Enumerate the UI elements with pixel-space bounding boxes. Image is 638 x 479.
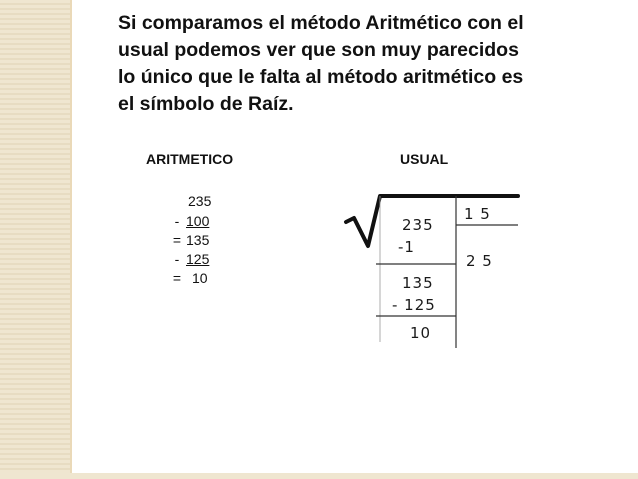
arithmetic-row (168, 231, 228, 250)
radicand: 235 (402, 216, 434, 234)
title-line: el símbolo de Raíz. (118, 93, 294, 115)
arithmetic-value: 135 (186, 232, 210, 248)
operator: - (174, 213, 180, 229)
title-line: Si comparamos el método Aritmético con el (118, 12, 524, 34)
title-line: usual podemos ver que son muy parecidos (118, 39, 519, 61)
arithmetic-row (168, 250, 228, 269)
decorative-side-strip (0, 0, 72, 479)
root-digits: 1 5 (464, 205, 491, 223)
slide-title (118, 10, 588, 118)
arithmetic-value: 125 (186, 251, 210, 267)
first-remainder: 135 (402, 274, 434, 292)
decorative-side-line (70, 0, 72, 479)
final-remainder: 10 (410, 324, 432, 342)
double-root-digits: 2 5 (466, 252, 493, 270)
usual-column-label: USUAL (400, 151, 449, 167)
arithmetic-value: 235 (188, 193, 212, 209)
arithmetic-row (168, 269, 228, 288)
first-subtraction: -1 (398, 238, 415, 256)
second-subtraction: - 125 (392, 296, 436, 314)
decorative-bottom-band (0, 473, 638, 479)
arithmetic-row (168, 212, 228, 231)
arithmetic-value: 100 (186, 213, 210, 229)
title-line: lo único que le falta al método aritmético es (118, 66, 524, 88)
square-root-diagram (340, 192, 520, 352)
operator: = (172, 270, 182, 286)
operator: = (172, 232, 182, 248)
arithmetic-row (168, 192, 228, 211)
arithmetic-column-label: ARITMETICO (146, 151, 234, 167)
arithmetic-value: 10 (192, 270, 208, 286)
operator: - (174, 251, 180, 267)
